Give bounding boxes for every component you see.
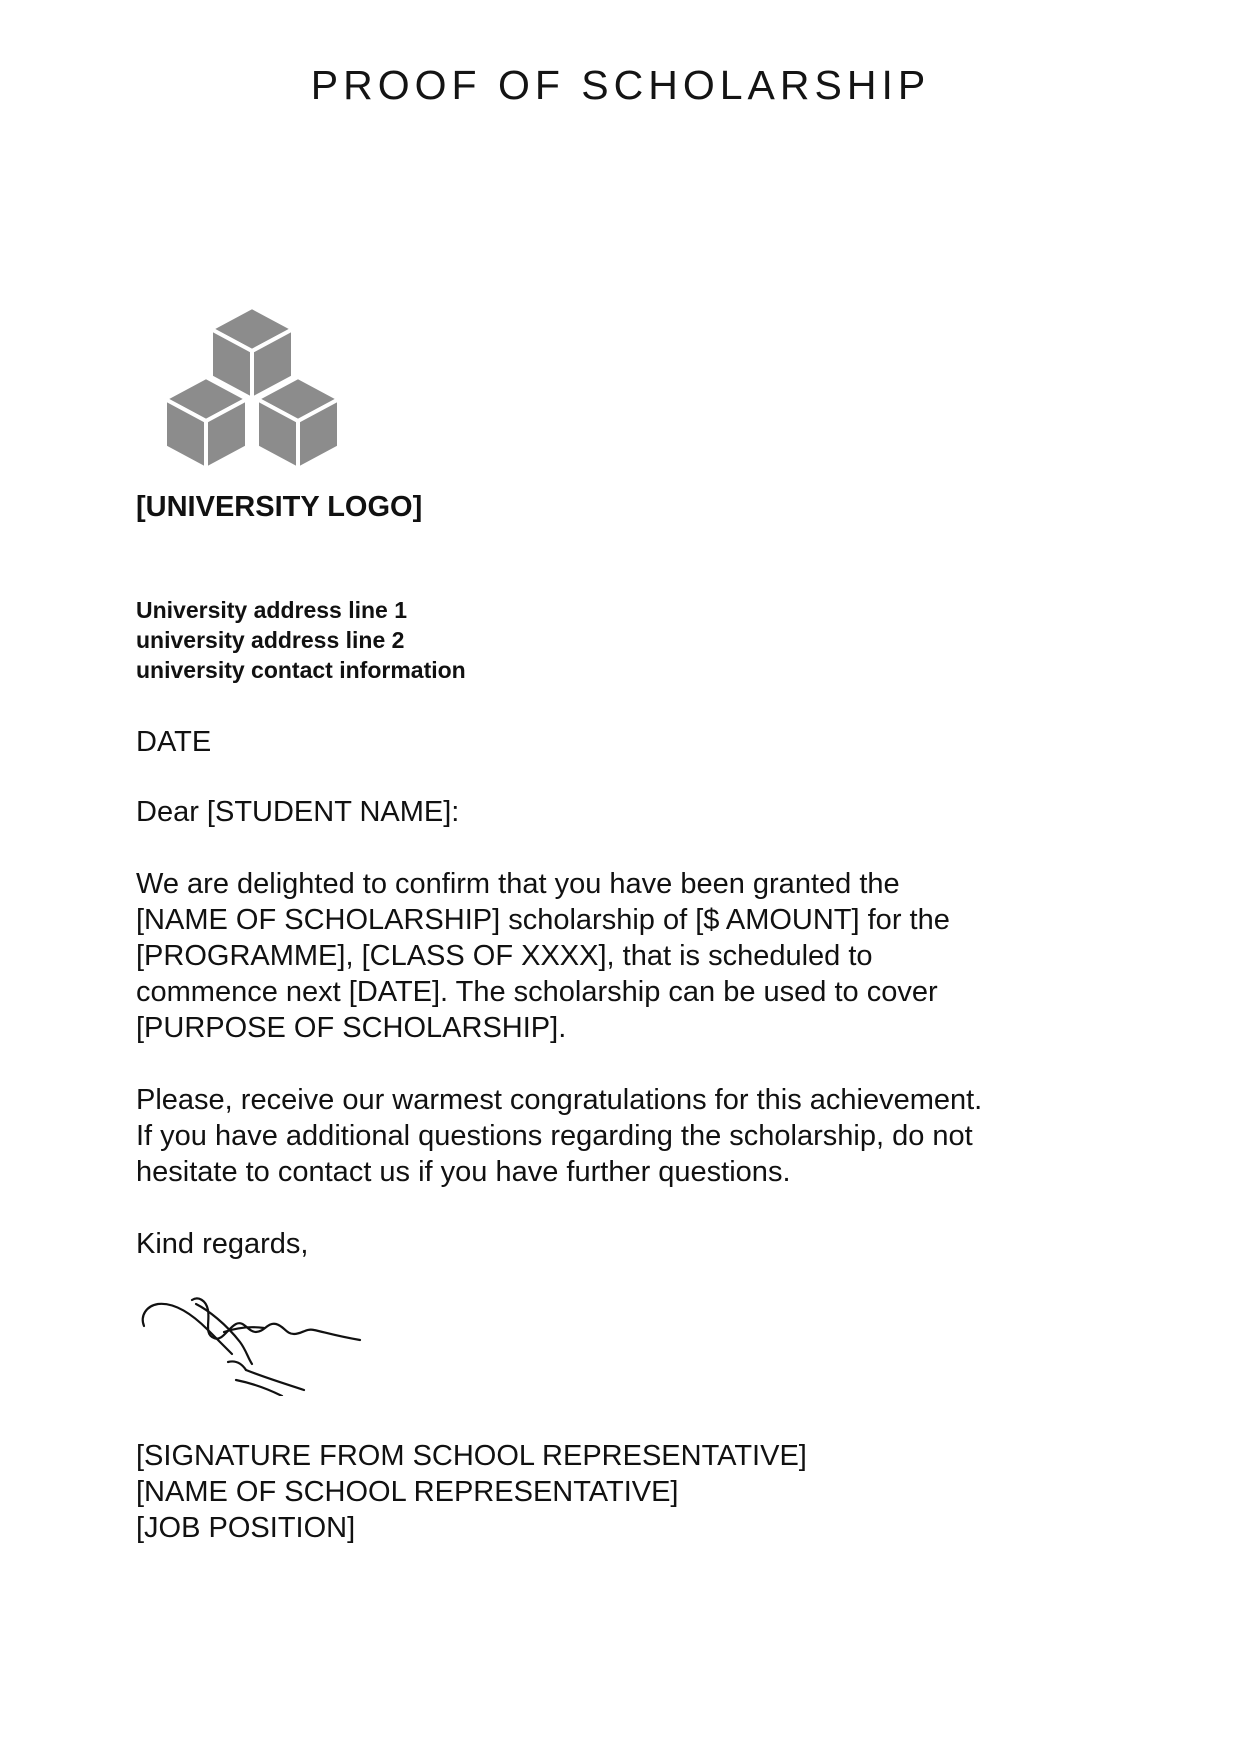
page-title: PROOF OF SCHOLARSHIP	[310, 62, 931, 108]
paragraph-line: hesitate to contact us if you have further questions.	[136, 1156, 791, 1188]
paragraph-line: We are delighted to confirm that you have been granted the	[136, 868, 900, 900]
job-position: [JOB POSITION]	[136, 1512, 356, 1544]
representative-name: [NAME OF SCHOOL REPRESENTATIVE]	[136, 1476, 679, 1508]
paragraph-line: [PURPOSE OF SCHOLARSHIP].	[136, 1012, 567, 1044]
closing: Kind regards,	[136, 1228, 309, 1260]
cubes-logo-icon	[160, 307, 344, 471]
logo-caption: [UNIVERSITY LOGO]	[136, 491, 423, 523]
signature-icon	[136, 1288, 366, 1396]
paragraph-line: If you have additional questions regarding the scholarship, do not	[136, 1120, 973, 1152]
salutation: Dear [STUDENT NAME]:	[136, 796, 460, 828]
paragraph-line: Please, receive our warmest congratulations for this achievement.	[136, 1084, 983, 1116]
paragraph-line: commence next [DATE]. The scholarship can be used to cover	[136, 976, 938, 1008]
signoff-block	[136, 1438, 807, 1546]
signature-placeholder: [SIGNATURE FROM SCHOOL REPRESENTATIVE]	[136, 1440, 807, 1472]
address-line-1: University address line 1	[136, 597, 408, 623]
letter-date: DATE	[136, 726, 212, 758]
paragraph-line: [NAME OF SCHOLARSHIP] scholarship of [$ AMOUNT] for the	[136, 904, 950, 936]
paragraph-congratulations	[136, 1082, 982, 1190]
paragraph-confirmation	[136, 866, 950, 1046]
address-line-2: university address line 2	[136, 627, 405, 653]
university-address	[136, 595, 466, 685]
paragraph-line: [PROGRAMME], [CLASS OF XXXX], that is scheduled to	[136, 940, 873, 972]
contact-information: university contact information	[136, 657, 466, 683]
